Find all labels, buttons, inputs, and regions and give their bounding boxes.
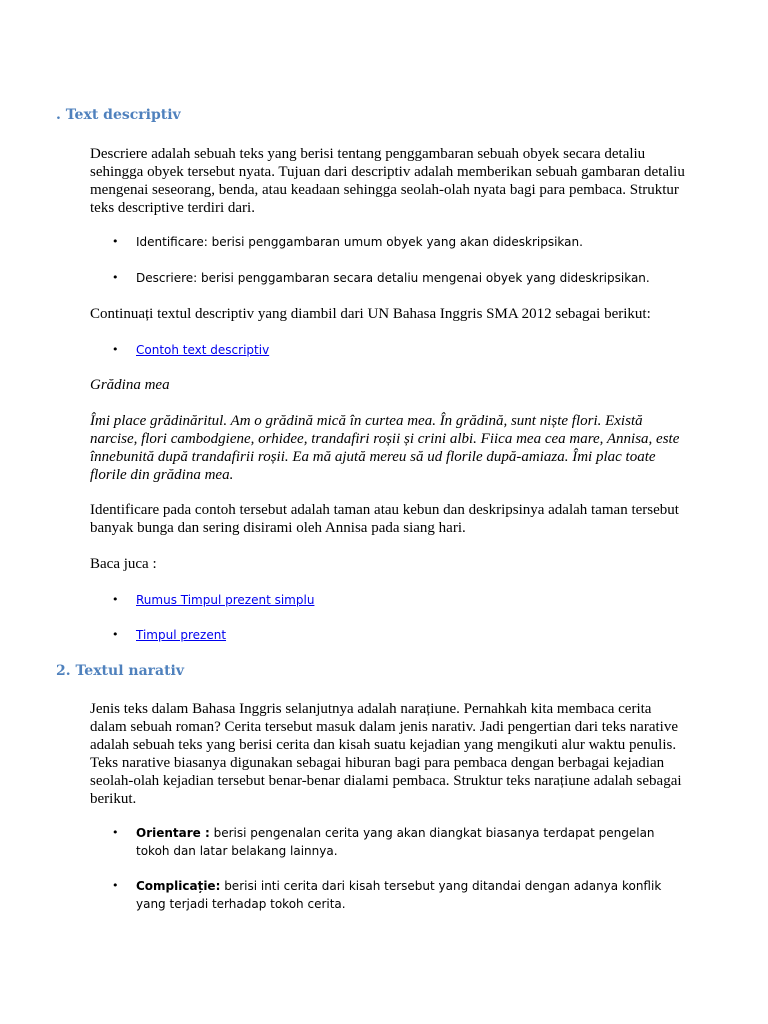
continue-paragraph: Continuați textul descriptiv yang diambil dari UN Bahasa Inggris SMA 2012 sebagai berikut: xyxy=(90,306,651,322)
desc-orientare: berisi pengenalan cerita yang akan diangkat biasanya terdapat pengelan tokoh dan latar belakang lainnya. xyxy=(136,826,655,858)
list-item-complicatie xyxy=(112,877,672,913)
link-timpul-prezent[interactable]: Timpul prezent xyxy=(136,628,227,642)
list-item-identificare xyxy=(112,233,672,251)
bullet-icon: • xyxy=(112,271,119,284)
descriptive-intro-paragraph: Descriere adalah sebuah teks yang berisi tentang penggambaran sebuah obyek secara detaliu sehingga obyek tersebut nyata. Tujuan dari descriptiv adalah memberikan sebuah gambaran detaliu mengenai seseorang, benda, atau keadaan sehingga seolah-olah nyata bagi para pembaca. Struktur teks descriptive terdiri dari. xyxy=(90,146,685,216)
link-rumus-timpul-prezent-simplu[interactable]: Rumus Timpul prezent simplu xyxy=(136,593,315,607)
bullet-icon: • xyxy=(112,826,119,839)
list-item-link-1 xyxy=(112,591,672,609)
list-item-text: Descriere: berisi penggambaran secara detaliu mengenai obyek yang dideskripsikan. xyxy=(136,271,650,285)
term-complicatie: Complicație: xyxy=(136,879,221,893)
list-item-text xyxy=(136,824,672,860)
term-separator: : xyxy=(200,826,210,840)
desc-complicatie: berisi inti cerita dari kisah tersebut yang ditandai dengan adanya konflik yang terjadi terhadap tokoh cerita. xyxy=(136,879,662,911)
list-item-example-link xyxy=(112,341,672,359)
analysis-paragraph: Identificare pada contoh tersebut adalah taman atau kebun dan deskripsinya adalah taman tersebut banyak bunga dan sering disirami oleh Annisa pada siang hari. xyxy=(90,502,679,536)
narrative-intro-paragraph: Jenis teks dalam Bahasa Inggris selanjutnya adalah narațiune. Pernahkah kita membaca cerita dalam sebuah roman? Cerita tersebut masuk dalam jenis narativ. Jadi pengertian dari teks narative adalah sebuah teks yang berisi cerita dan kisah suatu kejadian yang mengikuti alur waktu penulis. Teks narative biasanya digunakan sebagai hiburan bagi para pembaca dengan berbagai kejadian seolah-olah kejadian tersebut benar-benar dialami pembaca. Struktur teks narațiune adalah sebagai berikut. xyxy=(90,701,682,807)
example-body-paragraph: Îmi place grădinăritul. Am o grădină mică în curtea mea. În grădină, sunt niște flori. Există narcise, flori cambodgiene, orhidee, trandafiri roșii și crini albi. Fiica mea cea mare, Annisa, este înnebunită după trandafirii roșii. Ea mă ajută mereu să ud florile după-amiaza. Îmi plac toate florile din grădina mea. xyxy=(90,413,680,483)
read-also-label: Baca juca : xyxy=(90,556,157,572)
bullet-icon: • xyxy=(112,879,119,892)
bullet-icon: • xyxy=(112,343,119,356)
list-item-text xyxy=(136,877,672,913)
list-item-orientare xyxy=(112,824,672,860)
heading-text-descriptiv: . Text descriptiv xyxy=(56,107,181,123)
bullet-icon: • xyxy=(112,628,119,641)
bullet-icon: • xyxy=(112,593,119,606)
example-link[interactable]: Contoh text descriptiv xyxy=(136,343,270,357)
term-orientare: Orientare xyxy=(136,826,201,840)
heading-textul-narativ: 2. Textul narativ xyxy=(56,663,185,679)
bullet-icon: • xyxy=(112,235,119,248)
list-item-descriere xyxy=(112,269,672,287)
list-item-link-2 xyxy=(112,626,672,644)
example-title: Grădina mea xyxy=(90,377,170,393)
list-item-text: Identificare: berisi penggambaran umum obyek yang akan dideskripsikan. xyxy=(136,235,583,249)
